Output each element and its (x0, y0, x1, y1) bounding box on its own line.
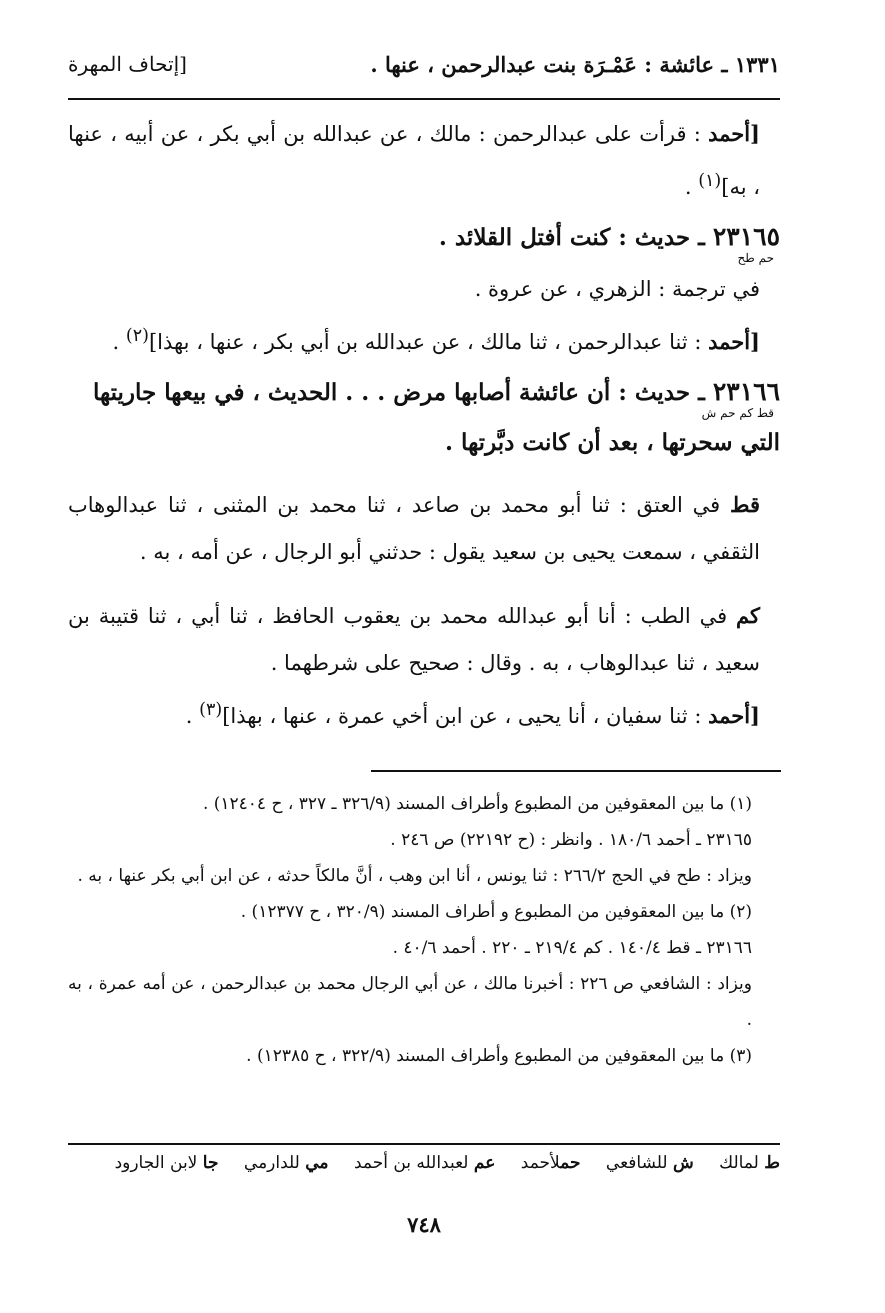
page-number: ٧٤٨ (407, 1212, 441, 1237)
sigla-legend (95, 1153, 780, 1173)
footnote-takhrij-23165: ٢٣١٦٥ ـ أحمد ١٨٠/٦ . وانظر : (ح ٢٢١٩٢) ص ٢٤٦ . (390, 830, 752, 850)
legend-item: عم لعبدالله بن أحمد (353, 1153, 496, 1173)
paragraph-ahmad-2: [أحمد : ثنا عبدالرحمن ، ثنا مالك ، عن عبدالله بن أبي بكر ، عنها ، بهذا]$^{(٢)}$ . (112, 326, 760, 354)
legend-item: حملأحمد (520, 1153, 581, 1173)
hadith-text: ـ حديث : أن عائشة أصابها مرض . . . الحديث ، في بيعها جاريتها (92, 379, 713, 406)
footnote-rule (371, 770, 781, 772)
paragraph-km: كم في الطب : أنا أبو عبدالله محمد بن يعقوب الحافظ ، ثنا أبي ، ثنا قتيبة بن سعيد ، ثنا عبدالوهاب ، به . وقال : صحيح على شرطهما . (68, 603, 761, 675)
source-label: [أحمد (708, 329, 760, 354)
footnote-1: (١) ما بين المعقوفين من المطبوع وأطراف المسند (٣٢٦/٩ ـ ٣٢٧ ، ح ١٢٤٠٤) . (202, 794, 752, 814)
source-label: [أحمد (708, 703, 760, 728)
footnote-takhrij-23166: ٢٣١٦٦ ـ قط ١٤٠/٤ . كم ٢١٩/٤ ـ ٢٢٠ . أحمد ٤٠/٦ . (392, 938, 752, 958)
hadith-number: ٢٣١٦٦ (712, 377, 780, 406)
hadith-23165-heading (68, 215, 780, 264)
footnote-ref: (١) (698, 171, 722, 191)
running-title: ١٣٣١ ـ عائشة : عَمْـرَة بنت عبدالرحمن ، عنها . (370, 52, 780, 77)
paragraph-ahmad-1: [أحمد : قرأت على عبدالرحمن : مالك ، عن عبدالله بن أبي بكر ، عن أبيه ، عنها ، به]$^{(١)}$ . (68, 121, 760, 199)
legend-item: مي للدارمي (243, 1153, 329, 1173)
legend-item: جا لابن الجارود (114, 1153, 219, 1173)
footnote-addition-2: ويزاد : الشافعي ص ٢٢٦ : أخبرنا مالك ، عن أبي الرجال محمد بن عبدالرحمن ، عن أمه عمرة ، به . (68, 974, 752, 1030)
hadith-text-continued: التي سحرتها ، بعد أن كانت دبَّرتها . (445, 429, 780, 456)
footnote-ref: (٣) (199, 700, 223, 720)
legend-item: ط لمالك (719, 1153, 780, 1173)
paragraph-ahmad-3: [أحمد : ثنا سفيان ، أنا يحيى ، عن ابن أخي عمرة ، عنها ، بهذا]$^{(٣)}$ . (185, 700, 760, 728)
hadith-text: ـ حديث : كنت أفتل القلائد . (438, 224, 713, 251)
source-label: قط (730, 492, 760, 517)
hadith-sigla: حم طح (737, 251, 774, 265)
source-label: [أحمد (708, 121, 760, 146)
footnote-2: (٢) ما بين المعقوفين من المطبوع و أطراف المسند (٣٢٠/٩ ، ح ١٢٣٧٧) . (240, 902, 752, 922)
footnotes (68, 786, 780, 1074)
running-header (68, 52, 780, 92)
legend-item: ش للشافعي (605, 1153, 694, 1173)
paragraph-qt: قط في العتق : ثنا أبو محمد بن صاعد ، ثنا محمد بن المثنى ، ثنا عبدالوهاب الثقفي ، سمعت يحيى بن سعيد يقول : حدثني أبو الرجال ، عن أمه ، به . (68, 492, 760, 564)
source-label: كم (736, 603, 761, 628)
hadith-number: ٢٣١٦٥ (712, 222, 780, 251)
footnote-addition-1: ويزاد : طح في الحج ٢٦٦/٢ : ثنا يونس ، أنا ابن وهب ، أنَّ مالكاً حدثه ، عن ابن أبي بكر عنها ، به . (77, 866, 752, 886)
main-text (68, 110, 780, 740)
hadith-sigla: قط كم حم ش (701, 406, 774, 420)
hadith-23166-heading (68, 370, 780, 465)
legend-rule (68, 1143, 780, 1145)
paragraph-tarjama: في ترجمة : الزهري ، عن عروة . (474, 277, 760, 301)
header-rule (68, 98, 780, 100)
footnote-3: (٣) ما بين المعقوفين من المطبوع وأطراف المسند (٣٢٢/٩ ، ح ١٢٣٨٥) . (246, 1046, 752, 1066)
footnote-ref: (٢) (125, 326, 149, 346)
book-title: [إتحاف المهرة (68, 52, 187, 76)
